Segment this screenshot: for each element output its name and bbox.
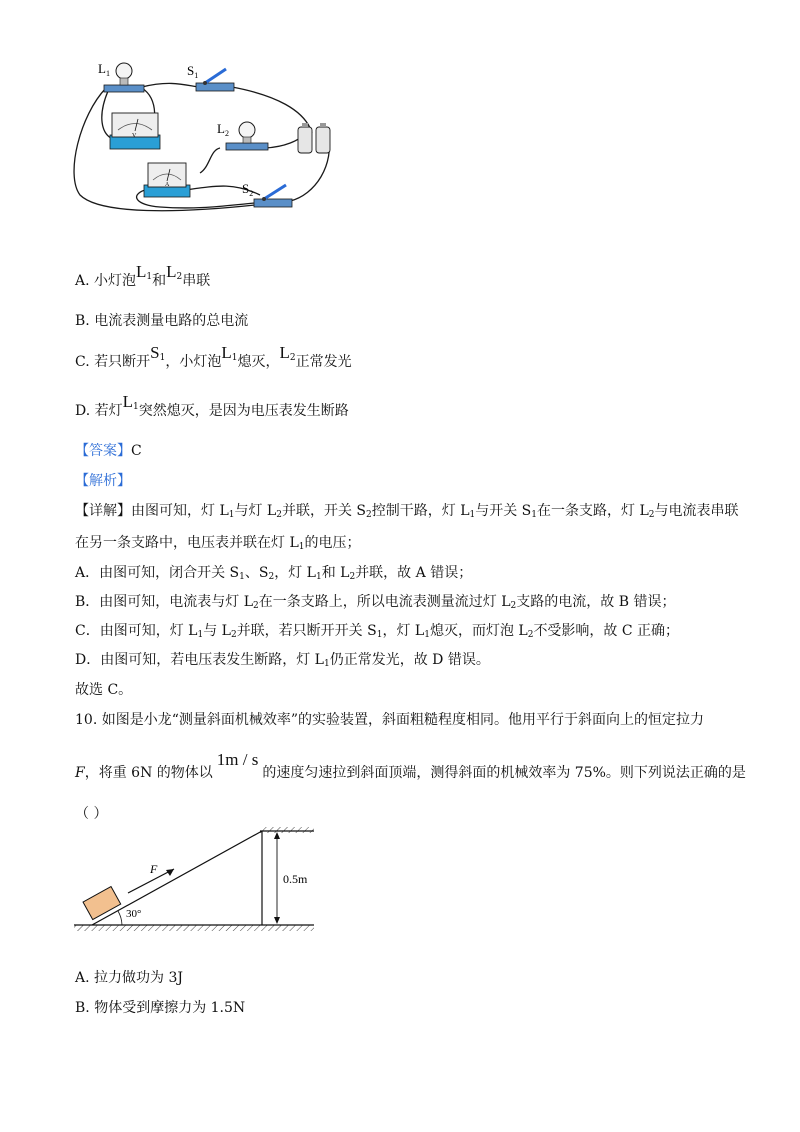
height-label: 0.5m xyxy=(283,872,308,886)
top-hatch xyxy=(260,827,314,833)
option-a: A. 小灯泡$L_1$和$L_2$串联 xyxy=(75,262,211,289)
answer-value: C xyxy=(131,443,142,459)
incline-figure xyxy=(70,825,320,940)
switch-s2 xyxy=(254,185,292,207)
analysis-item-d: D．由图可知，若电压表发生断路，灯 $L_1$仍正常发光，故 D 错误。 xyxy=(75,652,490,669)
speed-value: 1m / s xyxy=(216,750,259,769)
detail-line-1: 【详解】由图可知，灯 $L_1$与灯 $L_2$并联，开关 $S_2$控制干路，灯 $L_1$与开关 $S_1$在一条支路，灯 $L_2$与电流表串联 xyxy=(75,503,739,520)
block xyxy=(83,887,121,920)
bulb-l2 xyxy=(226,122,268,150)
svg-text:A: A xyxy=(165,182,170,188)
analysis-item-a: A．由图可知，闭合开关 $S_1$、$S_2$，灯 $L_1$和 $L_2$并联，故 A 错误； xyxy=(75,565,473,582)
incline-surface xyxy=(92,831,262,925)
analysis-item-b: B．由图可知，电流表与灯 $L_2$在一条支路上，所以电流表测量流过灯 $L_2$支路的电流，故 B 错误； xyxy=(75,594,676,611)
q10-option-b: B. 物体受到摩擦力为 1.5N xyxy=(75,1000,246,1016)
ammeter xyxy=(144,163,190,197)
angle-label: 30° xyxy=(126,908,142,920)
bulb-l1 xyxy=(104,63,144,92)
answer-paren: （ ） xyxy=(75,806,108,822)
q10-stem-line-1: 10. 如图是小龙“测量斜面机械效率”的实验装置，斜面粗糙程度相同。他用平行于斜面向上的恒定拉力 xyxy=(75,712,705,728)
angle-arc xyxy=(118,911,122,925)
label-s1: $S_1$ xyxy=(187,63,199,80)
conclusion: 故选 C。 xyxy=(75,682,133,698)
option-b: B. 电流表测量电路的总电流 xyxy=(75,313,249,329)
svg-text:V: V xyxy=(132,133,137,139)
circuit-figure xyxy=(60,55,350,225)
analysis-item-c: C．由图可知，灯 $L_1$与 $L_2$并联，若只断开开关 $S_1$，灯 $L_1$熄灭，而灯泡 $L_2$不受影响，故 C 正确； xyxy=(75,623,680,640)
option-c: C. 若只断开$S_1$，小灯泡$L_1$熄灭，$L_2$正常发光 xyxy=(75,343,352,370)
ground-hatch xyxy=(74,925,314,931)
battery xyxy=(298,123,330,153)
q10-option-a: A. 拉力做功为 3J xyxy=(75,970,183,986)
q10-stem-line-2: F，将重 6N 的物体以1m / s的速度匀速拉到斜面顶端，测得斜面的机械效率为 75%。则下列说法正确的是 xyxy=(75,750,746,781)
switch-s1 xyxy=(196,69,234,91)
label-l1: $L_1$ xyxy=(98,61,110,78)
answer-line xyxy=(75,441,142,461)
option-d: D. 若灯$L_1$突然熄灭，是因为电压表发生断路 xyxy=(75,392,349,419)
voltmeter xyxy=(110,113,160,149)
analysis-tag: 【解析】 xyxy=(75,473,131,489)
label-l2: $L_2$ xyxy=(217,121,229,138)
detail-line-2: 在另一条支路中，电压表并联在灯 $L_1$的电压； xyxy=(75,535,361,552)
answer-tag: 【答案】 xyxy=(75,443,131,459)
label-s2: $S_2$ xyxy=(242,181,254,198)
force-label: F xyxy=(150,862,158,876)
